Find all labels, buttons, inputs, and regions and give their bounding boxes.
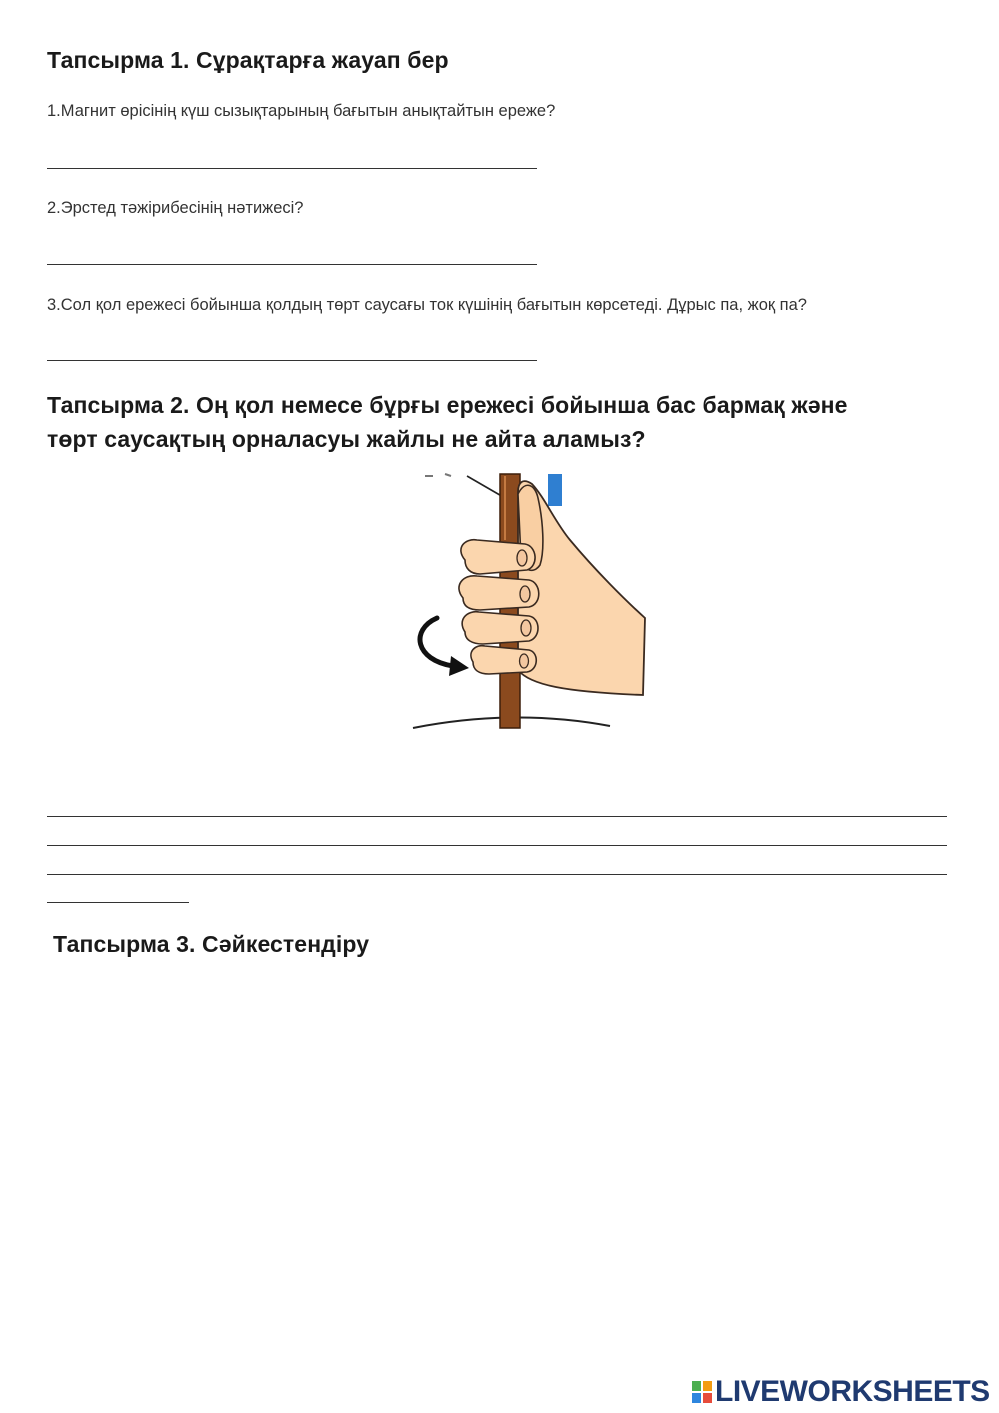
task2-title-line-2: төрт саусақтың орналасуы жайлы не айта аламыз? [47,426,646,452]
right-hand-gripping-conductor-illustration [405,470,655,732]
answer-line-5[interactable] [47,845,947,846]
task3-title: Тапсырма 3. Сәйкестендіру [53,931,370,957]
task2-title-line-1: Тапсырма 2. Оң қол немесе бұрғы ережесі бойынша бас бармақ және [47,392,848,418]
task1-question-1: 1.Магнит өрісінің күш сызықтарының бағытын анықтайтын ереже? [47,102,556,120]
liveworksheets-logo-icon [691,1380,713,1404]
task1-question-2: 2.Эрстед тәжірибесінің нәтижесі? [47,199,304,217]
liveworksheets-logo-text: LIVEWORKSHEETS [715,1375,990,1408]
liveworksheets-logo [691,1375,990,1409]
answer-line-3[interactable] [47,360,537,361]
answer-line-6[interactable] [47,874,947,875]
answer-line-7[interactable] [47,902,189,903]
task1-title: Тапсырма 1. Сұрақтарға жауап бер [47,47,449,73]
answer-line-2[interactable] [47,264,537,265]
answer-line-4[interactable] [47,816,947,817]
task1-question-3: 3.Сол қол ережесі бойынша қолдың төрт саусағы ток күшінің бағытын көрсетеді. Дұрыс па, жоқ па? [47,296,807,314]
answer-line-1[interactable] [47,168,537,169]
